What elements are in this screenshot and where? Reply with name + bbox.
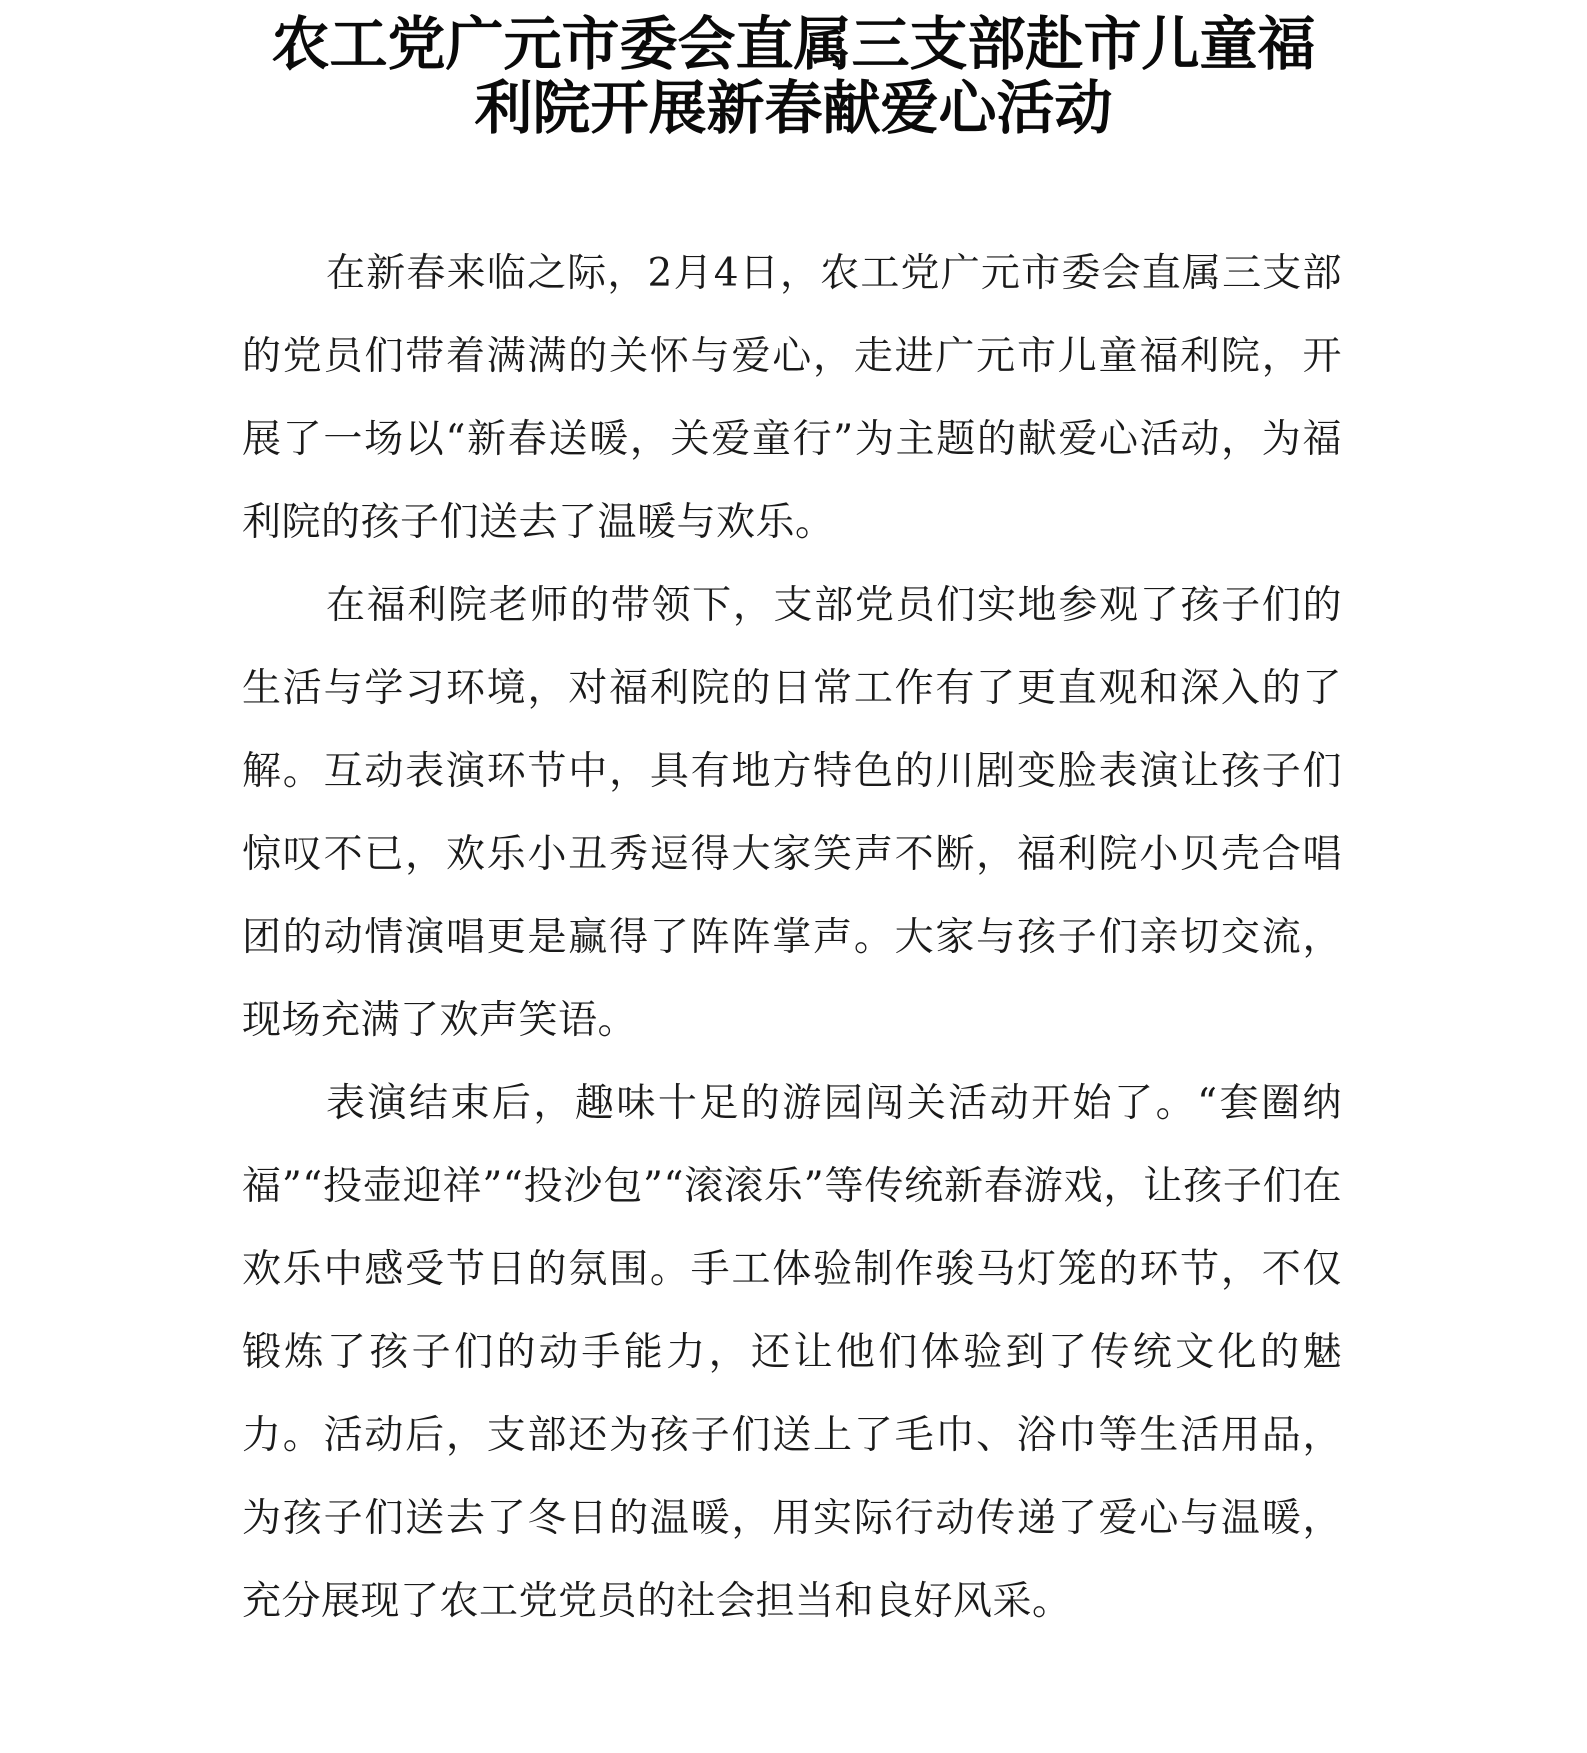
article-title-line-2: 利院开展新春献爱心活动 xyxy=(474,74,1113,142)
paragraph-2: 在福利院老师的带领下，支部党员们实地参观了孩子们的生活与学习环境，对福利院的日常工作有了更直观和深入的了解。互动表演环节中，具有地方特色的川剧变脸表演让孩子们惊叹不已，欢乐小丑秀逗得大家笑声不断，福利院小贝壳合唱团的动情演唱更是赢得了阵阵掌声。大家与孩子们亲切交流，现场充满了欢声笑语。 xyxy=(242,583,1342,1043)
article-title-line-1: 农工党广元市委会直属三支部赴市儿童福 xyxy=(271,10,1316,78)
article-title xyxy=(200,12,1387,140)
article-body xyxy=(242,232,1342,1643)
paragraph-3: 表演结束后，趣味十足的游园闯关活动开始了。“套圈纳福”“投壶迎祥”“投沙包”“滚滚乐”等传统新春游戏，让孩子们在欢乐中感受节日的氛围。手工体验制作骏马灯笼的环节，不仅锻炼了孩子们的动手能力，还让他们体验到了传统文化的魅力。活动后，支部还为孩子们送上了毛巾、浴巾等生活用品，为孩子们送去了冬日的温暖，用实际行动传递了爱心与温暖，充分展现了农工党党员的社会担当和良好风采。 xyxy=(242,1081,1342,1624)
paragraph-1: 在新春来临之际，2月4日，农工党广元市委会直属三支部的党员们带着满满的关怀与爱心，走进广元市儿童福利院，开展了一场以“新春送暖，关爱童行”为主题的献爱心活动，为福利院的孩子们送去了温暖与欢乐。 xyxy=(242,251,1342,545)
